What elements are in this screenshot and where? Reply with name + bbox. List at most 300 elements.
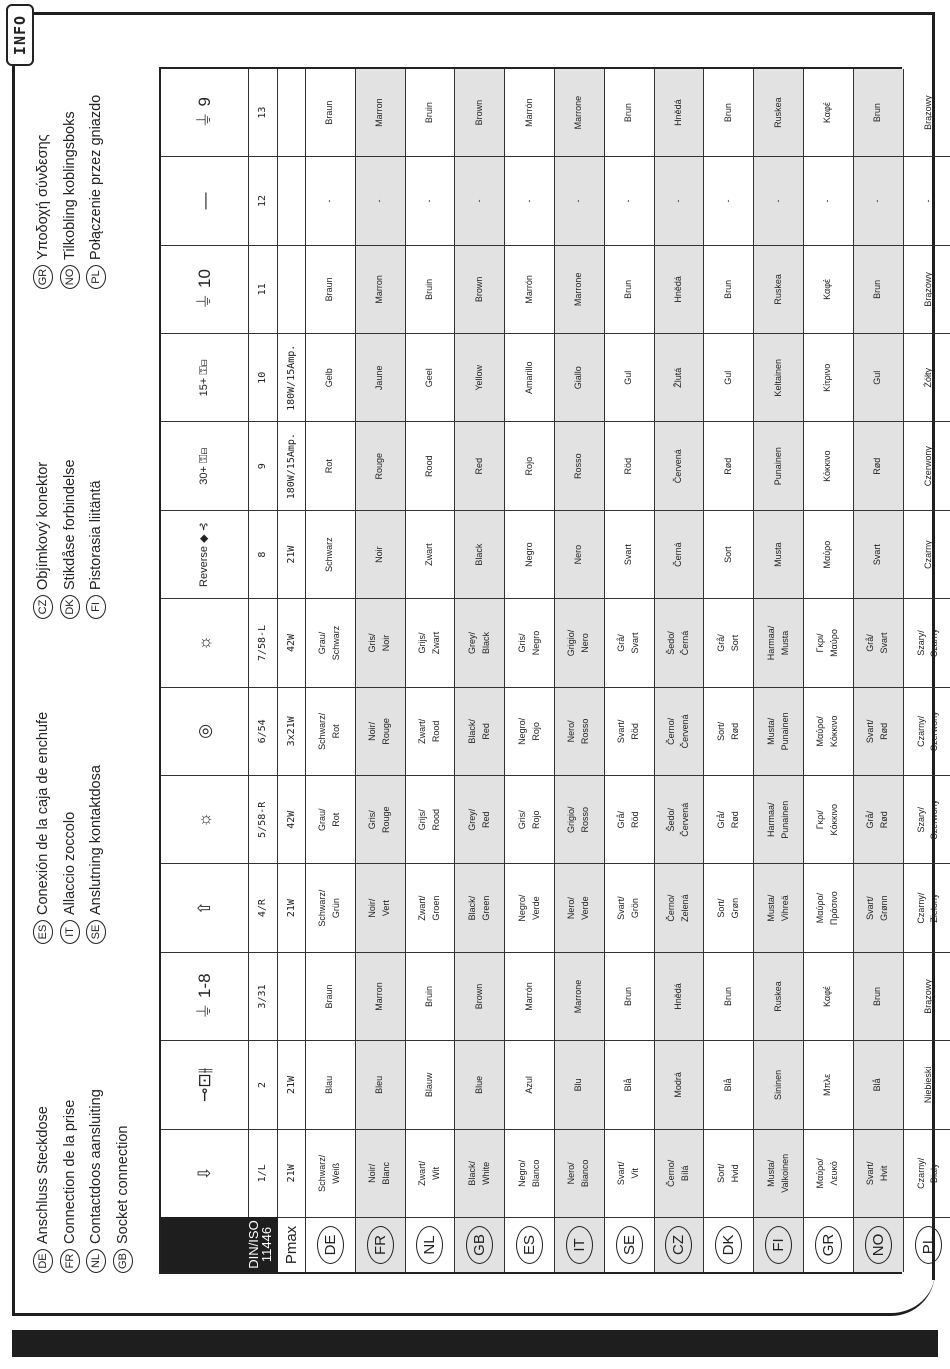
wire-color-cell [406, 69, 455, 156]
wire-color-cell [754, 245, 803, 333]
wire-color-cell [655, 775, 704, 863]
wire-color-cell [555, 333, 604, 421]
legend-text: Tilkobling koblingsboks [61, 111, 78, 260]
wire-color-text: Rouge [374, 452, 385, 480]
wire-color-text: Negro/ Verde [516, 894, 541, 922]
wire-color-text: Nero [573, 544, 584, 565]
wire-color-cell [854, 421, 903, 509]
wire-color-cell [804, 156, 853, 244]
wire-color-cell [704, 245, 753, 333]
wire-color-text: Żółty [922, 368, 933, 388]
wire-color-text: Brun [722, 279, 733, 299]
wire-color-cell [406, 421, 455, 509]
pmax-cell: 42W [278, 775, 305, 863]
wire-color-cell [505, 863, 554, 951]
wire-color-text: Amarillo [523, 361, 534, 395]
wire-color-cell [555, 510, 604, 598]
wire-color-text: Braun [324, 277, 335, 302]
wire-color-text: Blauw [424, 1072, 435, 1098]
wire-color-text: Punainen [772, 447, 783, 486]
wire-color-text: Keltainen [772, 359, 783, 397]
language-code-badge: IT [566, 1226, 593, 1264]
legend-text: Conexión de la caja de enchufe [35, 711, 52, 915]
language-row [605, 69, 655, 1272]
language-row [655, 69, 705, 1272]
rear-fog-light-icon: ⊸⊡⫲ [195, 1067, 214, 1102]
language-row [555, 69, 605, 1272]
permanent-power-icon: 30+ ⚿⊟ [198, 447, 210, 485]
wire-color-text: Hnědá [673, 276, 684, 303]
wire-color-text: Svart/ Grön [616, 896, 641, 920]
wire-color-cell [505, 952, 554, 1040]
wire-color-text: Bruin [424, 278, 435, 300]
legend-text: Allaccio zoccolo [61, 811, 78, 915]
pin-number-cell: 2 [249, 1040, 277, 1128]
wire-color-cell [455, 863, 504, 951]
wire-color-cell [455, 598, 504, 686]
wire-color-cell [854, 69, 903, 156]
ground-icon: ⏚ 10 [195, 269, 214, 310]
wire-color-text: Bruin [424, 102, 435, 124]
wire-color-cell [555, 598, 604, 686]
wire-color-cell [605, 775, 654, 863]
wire-color-cell [754, 952, 803, 1040]
pmax-row [278, 69, 306, 1272]
socket-wiring-table [159, 67, 940, 1274]
wire-color-cell [854, 952, 903, 1040]
not-used-icon: — [195, 192, 214, 210]
pin-icon-cell [161, 775, 248, 863]
pin-icon-cell [161, 245, 248, 333]
wire-color-cell [505, 510, 554, 598]
wire-color-cell [505, 687, 554, 775]
wire-color-text: Bleu [374, 1075, 385, 1094]
wire-color-cell [356, 687, 405, 775]
wire-color-cell [804, 421, 853, 509]
wire-color-text: Grau/ Rot [317, 808, 342, 831]
wire-color-text: Jaune [374, 365, 385, 391]
language-code-cell [704, 1217, 753, 1272]
wire-color-text: Negro/ Rojo [516, 717, 541, 745]
wire-color-cell [555, 952, 604, 1040]
wire-color-cell [555, 69, 604, 156]
wire-color-text: Rojo [523, 456, 534, 476]
wire-color-text: Κίτρινο [822, 363, 833, 392]
legend-item [30, 0, 57, 289]
language-code-badge: FI [765, 1226, 792, 1264]
wire-color-cell [854, 245, 903, 333]
wire-color-cell [704, 69, 753, 156]
wire-color-cell [356, 952, 405, 1040]
language-code-badge: SE [86, 920, 106, 944]
wire-color-cell [406, 245, 455, 333]
wire-color-text: Rosso [573, 453, 584, 479]
wire-color-cell [904, 333, 950, 421]
ground-icon: ⏚ 9 [195, 97, 214, 129]
wire-color-cell [754, 1129, 803, 1217]
wire-color-cell [306, 245, 355, 333]
wire-color-cell [804, 245, 853, 333]
wire-color-text: Braun [324, 100, 335, 125]
wire-color-text: Musta/ Vihreä [765, 894, 790, 922]
tail-light-icon: ☼ [195, 635, 214, 651]
wire-color-text: Azul [523, 1076, 534, 1094]
wire-color-cell [406, 156, 455, 244]
wire-color-text: Sort [722, 546, 733, 563]
wire-color-cell [406, 1040, 455, 1128]
wire-color-cell [406, 863, 455, 951]
wire-color-cell [406, 775, 455, 863]
language-code-badge: NO [60, 265, 80, 289]
wire-color-cell [455, 245, 504, 333]
wire-color-cell [455, 510, 504, 598]
wire-color-cell [356, 69, 405, 156]
wire-color-cell [704, 952, 753, 1040]
wire-color-cell [754, 863, 803, 951]
language-code-cell [754, 1217, 803, 1272]
legend-text: Anschluss Steckdose [35, 1106, 52, 1244]
wire-color-text: Žlutá [673, 367, 684, 388]
wire-color-cell [306, 775, 355, 863]
wire-color-text: Sort/ Hvid [715, 1163, 740, 1183]
pin-number-cell: 8 [249, 510, 277, 598]
wire-color-text: Noir [374, 546, 385, 563]
pmax-label: Pmax [278, 1217, 305, 1272]
wire-color-cell [655, 69, 704, 156]
wire-color-cell [555, 1129, 604, 1217]
wire-color-text: Bruin [424, 986, 435, 1008]
legend-item [57, 0, 84, 289]
wire-color-text: Brun [722, 103, 733, 123]
language-code-cell [306, 1217, 355, 1272]
wire-color-text: Brown [473, 99, 484, 126]
wire-color-text: Μπλε [822, 1073, 833, 1097]
wire-color-cell [406, 510, 455, 598]
pmax-cell: 21W [278, 510, 305, 598]
pin-icon-cell [161, 421, 248, 509]
wire-color-text: Yellow [473, 364, 484, 391]
wire-color-cell [804, 952, 853, 1040]
wire-color-text: Grey/ Black [466, 631, 491, 654]
wire-color-text: Svart/ Vit [616, 1161, 641, 1186]
pmax-cell: 3x21W [278, 687, 305, 775]
din-iso-label: DIN/ISO 11446 [161, 1217, 278, 1272]
wire-color-text: Brązowy [922, 272, 933, 307]
pmax-cell: 180W/15Amp. [278, 333, 305, 421]
wire-color-text: Sort/ Grøn [715, 897, 740, 919]
wire-color-cell [655, 687, 704, 775]
wire-color-text: Grå/ Svart [865, 632, 890, 654]
wire-color-cell [505, 421, 554, 509]
legend-text: Connection de la prise [61, 1099, 78, 1244]
wire-color-cell [406, 333, 455, 421]
language-code-badge: CZ [665, 1226, 692, 1264]
pmax-cell: 42W [278, 598, 305, 686]
wire-color-cell [605, 598, 654, 686]
pin-number-cell: 12 [249, 156, 277, 244]
wire-color-text: Red [473, 457, 484, 475]
wire-color-text: Negro/ Blanco [516, 1159, 541, 1188]
wire-color-cell [804, 1129, 853, 1217]
wire-color-text: Zwart/ Groen [417, 895, 441, 921]
wire-color-text: - [473, 199, 484, 203]
wire-color-text: Blu [573, 1078, 584, 1092]
wire-color-text: Niebieski [922, 1066, 933, 1104]
wire-color-text: Rød [872, 457, 883, 475]
turn-right-arrow-icon: ⇧ [195, 901, 214, 916]
wire-color-cell [904, 863, 950, 951]
wire-color-text: - [722, 199, 733, 203]
wire-color-text: Μαύρο [822, 540, 833, 569]
wire-color-text: Harmaa/ Musta [765, 625, 790, 661]
wire-color-text: Svart/ Grønn [865, 895, 890, 921]
wire-color-cell [754, 687, 803, 775]
wire-color-cell [455, 69, 504, 156]
wire-color-text: Brown [473, 276, 484, 303]
wire-color-text: Marrone [573, 979, 584, 1014]
reverse-light-icon: Reverse ◆ ⊰ [198, 522, 210, 587]
turn-left-arrow-icon: ⇩ [195, 1166, 214, 1181]
wire-color-cell [754, 156, 803, 244]
wire-color-cell [854, 510, 903, 598]
wire-color-cell [406, 1129, 455, 1217]
wire-color-text: Černá [673, 542, 684, 567]
language-row [854, 69, 904, 1272]
wire-color-text: Grå/ Sort [715, 634, 740, 652]
wire-color-text: - [822, 199, 833, 203]
wire-color-cell [356, 156, 405, 244]
wire-color-text: Brun [623, 103, 634, 123]
language-row [406, 69, 456, 1272]
wire-color-cell [306, 1129, 355, 1217]
legend-text: Υποδοχή σύνδεσης [35, 134, 52, 260]
wire-color-text: Blå [872, 1078, 883, 1092]
wire-color-cell [804, 510, 853, 598]
wire-color-cell [555, 1040, 604, 1128]
language-row [505, 69, 555, 1272]
language-code-cell [356, 1217, 405, 1272]
wire-color-cell [356, 510, 405, 598]
wire-color-text: Modrá [673, 1072, 684, 1098]
legend-column [30, 0, 110, 289]
pmax-cell [278, 245, 305, 333]
pmax-cell: 21W [278, 1129, 305, 1217]
wire-color-text: Braun [324, 984, 335, 1009]
language-code-badge: DK [715, 1226, 742, 1264]
wire-color-cell [754, 333, 803, 421]
wire-color-text: Schwarz [324, 537, 335, 572]
wire-color-text: Červená [673, 449, 684, 484]
wire-color-cell [605, 333, 654, 421]
language-code-badge: DE [317, 1226, 344, 1264]
wire-color-cell [854, 775, 903, 863]
wire-color-text: Black/ Green [466, 895, 491, 921]
pin-number-cell: 3/31 [249, 952, 277, 1040]
wire-color-text: Blå [623, 1078, 634, 1092]
legend-item [83, 0, 110, 289]
wire-color-cell [356, 775, 405, 863]
legend-text: Contactdoos aansluiting [88, 1089, 105, 1244]
wire-color-cell [804, 598, 853, 686]
wire-color-cell [704, 598, 753, 686]
wire-color-text: Gris/ Negro [516, 630, 541, 656]
wire-color-text: Svart/ Hvit [865, 1161, 890, 1186]
wire-color-cell [704, 687, 753, 775]
wire-color-text: Marrón [523, 275, 534, 304]
wire-color-text: Röd [623, 457, 634, 475]
wire-color-cell [704, 510, 753, 598]
wire-color-text: Schwarz/ Grün [317, 889, 342, 927]
ignition-power-icon: 15+ ⚿⊟ [198, 359, 210, 397]
wire-color-text: Ruskea [772, 97, 783, 128]
wire-color-text: Nero/ Verde [566, 896, 591, 920]
wire-color-cell [455, 421, 504, 509]
pin-number-cell: 1/L [249, 1129, 277, 1217]
wire-color-cell [704, 421, 753, 509]
pin-number-cell: 11 [249, 245, 277, 333]
wire-color-cell [704, 333, 753, 421]
wire-color-cell [605, 863, 654, 951]
legend-text: Anslutning kontaktdosa [88, 765, 105, 915]
wire-color-cell [306, 421, 355, 509]
wire-color-cell [804, 687, 853, 775]
language-code-badge: GR [815, 1226, 842, 1264]
wire-color-cell [804, 863, 853, 951]
wire-color-text: Brązowy [922, 979, 933, 1014]
wire-color-text: Rød [722, 457, 733, 475]
wire-color-text: Γκρι/ Κόκκινο [815, 804, 840, 836]
wire-color-cell [655, 333, 704, 421]
wire-color-text: Schwarz/ Weiß [317, 1154, 342, 1192]
wire-color-cell [754, 69, 803, 156]
wire-color-text: Grijs/ Rood [417, 808, 441, 831]
wire-color-text: Geel [424, 368, 435, 388]
language-code-cell [505, 1217, 554, 1272]
wire-color-text: Blå [722, 1078, 733, 1092]
language-code-cell [555, 1217, 604, 1272]
pin-icon-cell [161, 687, 248, 775]
wire-color-cell [356, 421, 405, 509]
wire-color-text: Μαύρο/ Κόκκινο [815, 715, 840, 748]
wire-color-text: Brun [722, 987, 733, 1007]
pin-icon-cell [161, 510, 248, 598]
wire-color-text: Sort/ Rød [715, 721, 740, 741]
pmax-cell: 21W [278, 1040, 305, 1128]
wire-color-text: - [623, 199, 634, 203]
wire-color-cell [306, 510, 355, 598]
wire-color-text: Grå/ Svart [616, 632, 641, 654]
wire-color-cell [854, 863, 903, 951]
wire-color-text: - [772, 199, 783, 203]
wire-color-cell [555, 687, 604, 775]
wire-color-text: Marrón [523, 98, 534, 127]
wire-color-cell [754, 775, 803, 863]
language-code-badge: DE [33, 1249, 53, 1273]
wire-color-cell [455, 1040, 504, 1128]
wire-color-cell [306, 1040, 355, 1128]
legend-text: Stikdåse forbindelse [61, 459, 78, 590]
pmax-cell [278, 69, 305, 156]
language-code-badge: NO [865, 1226, 892, 1264]
language-code-cell [904, 1217, 950, 1272]
wire-color-text: - [673, 199, 684, 203]
wire-color-text: Grå/ Rød [715, 810, 740, 829]
wire-color-text: Czarny [922, 540, 933, 569]
language-code-badge: SE [616, 1226, 643, 1264]
wire-color-cell [854, 598, 903, 686]
wire-color-cell [904, 1129, 950, 1217]
wire-color-cell [704, 863, 753, 951]
wire-color-cell [505, 598, 554, 686]
wire-color-text: Grau/ Schwarz [317, 625, 342, 661]
language-code-badge: ES [33, 920, 53, 944]
wire-color-text: Hnědá [673, 983, 684, 1010]
wire-color-text: Harmaa/ Punainen [765, 800, 790, 839]
language-code-cell [655, 1217, 704, 1272]
wire-color-cell [804, 1040, 853, 1128]
wire-color-cell [854, 333, 903, 421]
wire-color-text: Μαύρο/ Λευκό [815, 1158, 840, 1189]
wire-color-cell [904, 1040, 950, 1128]
wire-color-text: Zwart/ Rood [417, 718, 441, 744]
wire-color-text: Zwart [424, 543, 435, 566]
wire-color-text: Marron [374, 982, 385, 1011]
wire-color-text: Rood [424, 455, 435, 477]
wire-color-cell [406, 598, 455, 686]
wire-color-text: Svart/ Rød [865, 719, 890, 744]
pin-number-cell: 4/R [249, 863, 277, 951]
wire-color-text: Rot [324, 459, 335, 474]
wire-color-cell [904, 952, 950, 1040]
wire-color-text: Marrone [573, 272, 584, 307]
pin-number-row [249, 69, 278, 1272]
wire-color-cell [306, 952, 355, 1040]
language-row [704, 69, 754, 1272]
wire-color-cell [854, 1129, 903, 1217]
wire-color-cell [505, 156, 554, 244]
wire-color-cell [605, 245, 654, 333]
language-code-badge: PL [915, 1226, 942, 1264]
wire-color-cell [655, 421, 704, 509]
wire-color-text: Marrone [573, 95, 584, 130]
wire-color-text: - [374, 199, 385, 203]
wire-color-text: Czarny/ Biały [915, 1157, 940, 1189]
icon-header-row [161, 69, 249, 1272]
legend-text: Połączenie przez gniazdo [88, 94, 105, 260]
language-code-badge: GB [113, 1249, 133, 1273]
wire-color-cell [605, 69, 654, 156]
wire-color-text: Brown [473, 983, 484, 1010]
wire-color-text: Noir/ Rouge [367, 718, 392, 745]
wire-color-text: Blue [473, 1075, 484, 1094]
wire-color-text: Giallo [573, 366, 584, 390]
wire-color-text: Grå/ Röd [616, 810, 641, 829]
wire-color-text: Gris/ Noir [367, 633, 392, 653]
language-row [904, 69, 950, 1272]
wire-color-text: Nero/ Bianco [566, 1159, 591, 1188]
wire-color-cell [505, 1129, 554, 1217]
wire-color-text: Brun [623, 279, 634, 299]
wire-color-cell [455, 1129, 504, 1217]
wire-color-cell [505, 1040, 554, 1128]
wire-color-text: - [324, 199, 335, 203]
pin-icon-cell [161, 333, 248, 421]
wire-color-cell [904, 245, 950, 333]
wire-color-text: Gris/ Rojo [516, 810, 541, 830]
language-code-badge: NL [86, 1249, 106, 1273]
language-code-cell [406, 1217, 455, 1272]
wire-color-text: Μαύρο/ Πράσινο [815, 891, 840, 926]
